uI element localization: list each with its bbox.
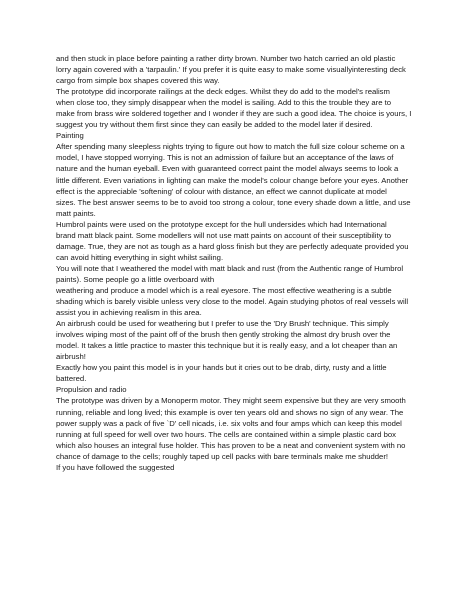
text-line: matt paints. bbox=[56, 208, 96, 218]
text-line: involves wiping most of the paint off of the brush then gently stroking the almost dry brush over the bbox=[56, 330, 391, 340]
text-line: You will note that I weathered the model with matt black and rust (from the Authentic range of Humbrol bbox=[56, 263, 404, 273]
text-line: assist you in achieving realism in this area. bbox=[56, 308, 202, 318]
text-line: power supply was a pack of five `D' cell nicads, i.e. six volts and four amps which can keep this model bbox=[56, 418, 402, 428]
text-line: The prototype was driven by a Monoperm motor. They might seem expensive but they are very smooth bbox=[56, 396, 406, 406]
text-line: model. It takes a little practice to master this technique but it is really easy, and a lot cheaper than an bbox=[56, 341, 398, 351]
text-line: After spending many sleepless nights trying to figure out how to match the full size colour scheme on a bbox=[56, 142, 405, 152]
text-line: running, reliable and long lived; this example is over ten years old and shows no sign of any wear. The bbox=[56, 407, 404, 417]
text-line: suggest you try without them first since they can easily be added to the model later if desired. bbox=[56, 120, 373, 130]
text-line: If you have followed the suggested bbox=[56, 462, 175, 472]
text-line: little different. Even variations in lighting can make the model's colour change before your eyes. Another bbox=[56, 175, 409, 185]
text-line: can avoid hitting everything in sight whilst sailing. bbox=[56, 252, 224, 262]
text-line: which also houses an integral fuse holder. This has proven to be a neat and convenient system with no bbox=[56, 440, 406, 450]
text-line: Propulsion and radio bbox=[56, 385, 127, 395]
text-line: nature and the human eyeball. Even with guaranteed correct paint the model always seems to look a bbox=[56, 164, 399, 174]
text-line: An airbrush could be used for weathering but I prefer to use the 'Dry Brush' technique. This simply bbox=[56, 319, 389, 329]
text-line: cargo from simple box shapes covered this way. bbox=[56, 76, 220, 86]
text-line: weathering and produce a model which is a real eyesore. The most effective weathering is a subtle bbox=[56, 285, 392, 295]
text-line: brand matt black paint. Some modellers will not use matt paints on account of their susceptibility to bbox=[56, 230, 391, 240]
text-line: lorry again covered with a 'tarpaulin.' If you prefer it is quite easy to make some visuallyinteresting deck bbox=[56, 65, 406, 75]
text-line: airbrush! bbox=[56, 352, 86, 362]
text-line: Painting bbox=[56, 131, 84, 141]
text-line: shading which is barely visible unless very close to the model. Again studying photos of real vessels will bbox=[56, 297, 409, 307]
text-line: The prototype did incorporate railings at the deck edges. Whilst they do add to the model's realism bbox=[56, 87, 390, 97]
text-line: damage. True, they are not as tough as a hard gloss finish but they are perfectly adequate provided you bbox=[56, 241, 409, 251]
text-line: battered. bbox=[56, 374, 87, 384]
text-line: and then stuck in place before painting a rather dirty brown. Number two hatch carried an old plastic bbox=[56, 54, 396, 63]
text-line: Exactly how you paint this model is in your hands but it cries out to be drab, dirty, rusty and a little bbox=[56, 363, 387, 373]
text-line: effect is the appreciable 'softening' of colour with distance, an effect we cannot duplicate at model bbox=[56, 186, 387, 196]
text-line: paints). Some people go a little overboard with bbox=[56, 274, 215, 284]
text-line: chance of damage to the cells; roughly taped up cell packs with bare terminals make me shudder! bbox=[56, 451, 389, 461]
text-line: sizes. The best answer seems to be to avoid too strong a colour, tone every shade down a little, and use bbox=[56, 197, 411, 207]
text-line: running at full speed for well over two hours. The cells are contained within a simple plastic card box bbox=[56, 429, 396, 439]
text-line: when close too, they simply disappear when the model is sailing. Add to this the trouble they are to bbox=[56, 98, 392, 108]
article-body bbox=[56, 53, 416, 473]
text-line: model, I have stopped worrying. This is not an admission of failure but an acceptance of the laws of bbox=[56, 153, 394, 163]
text-line: make from brass wire soldered together and I wonder if they are such a good idea. The choice is yours, I bbox=[56, 109, 412, 119]
text-line: Humbrol paints were used on the prototype except for the hull undersides which had International bbox=[56, 219, 387, 229]
